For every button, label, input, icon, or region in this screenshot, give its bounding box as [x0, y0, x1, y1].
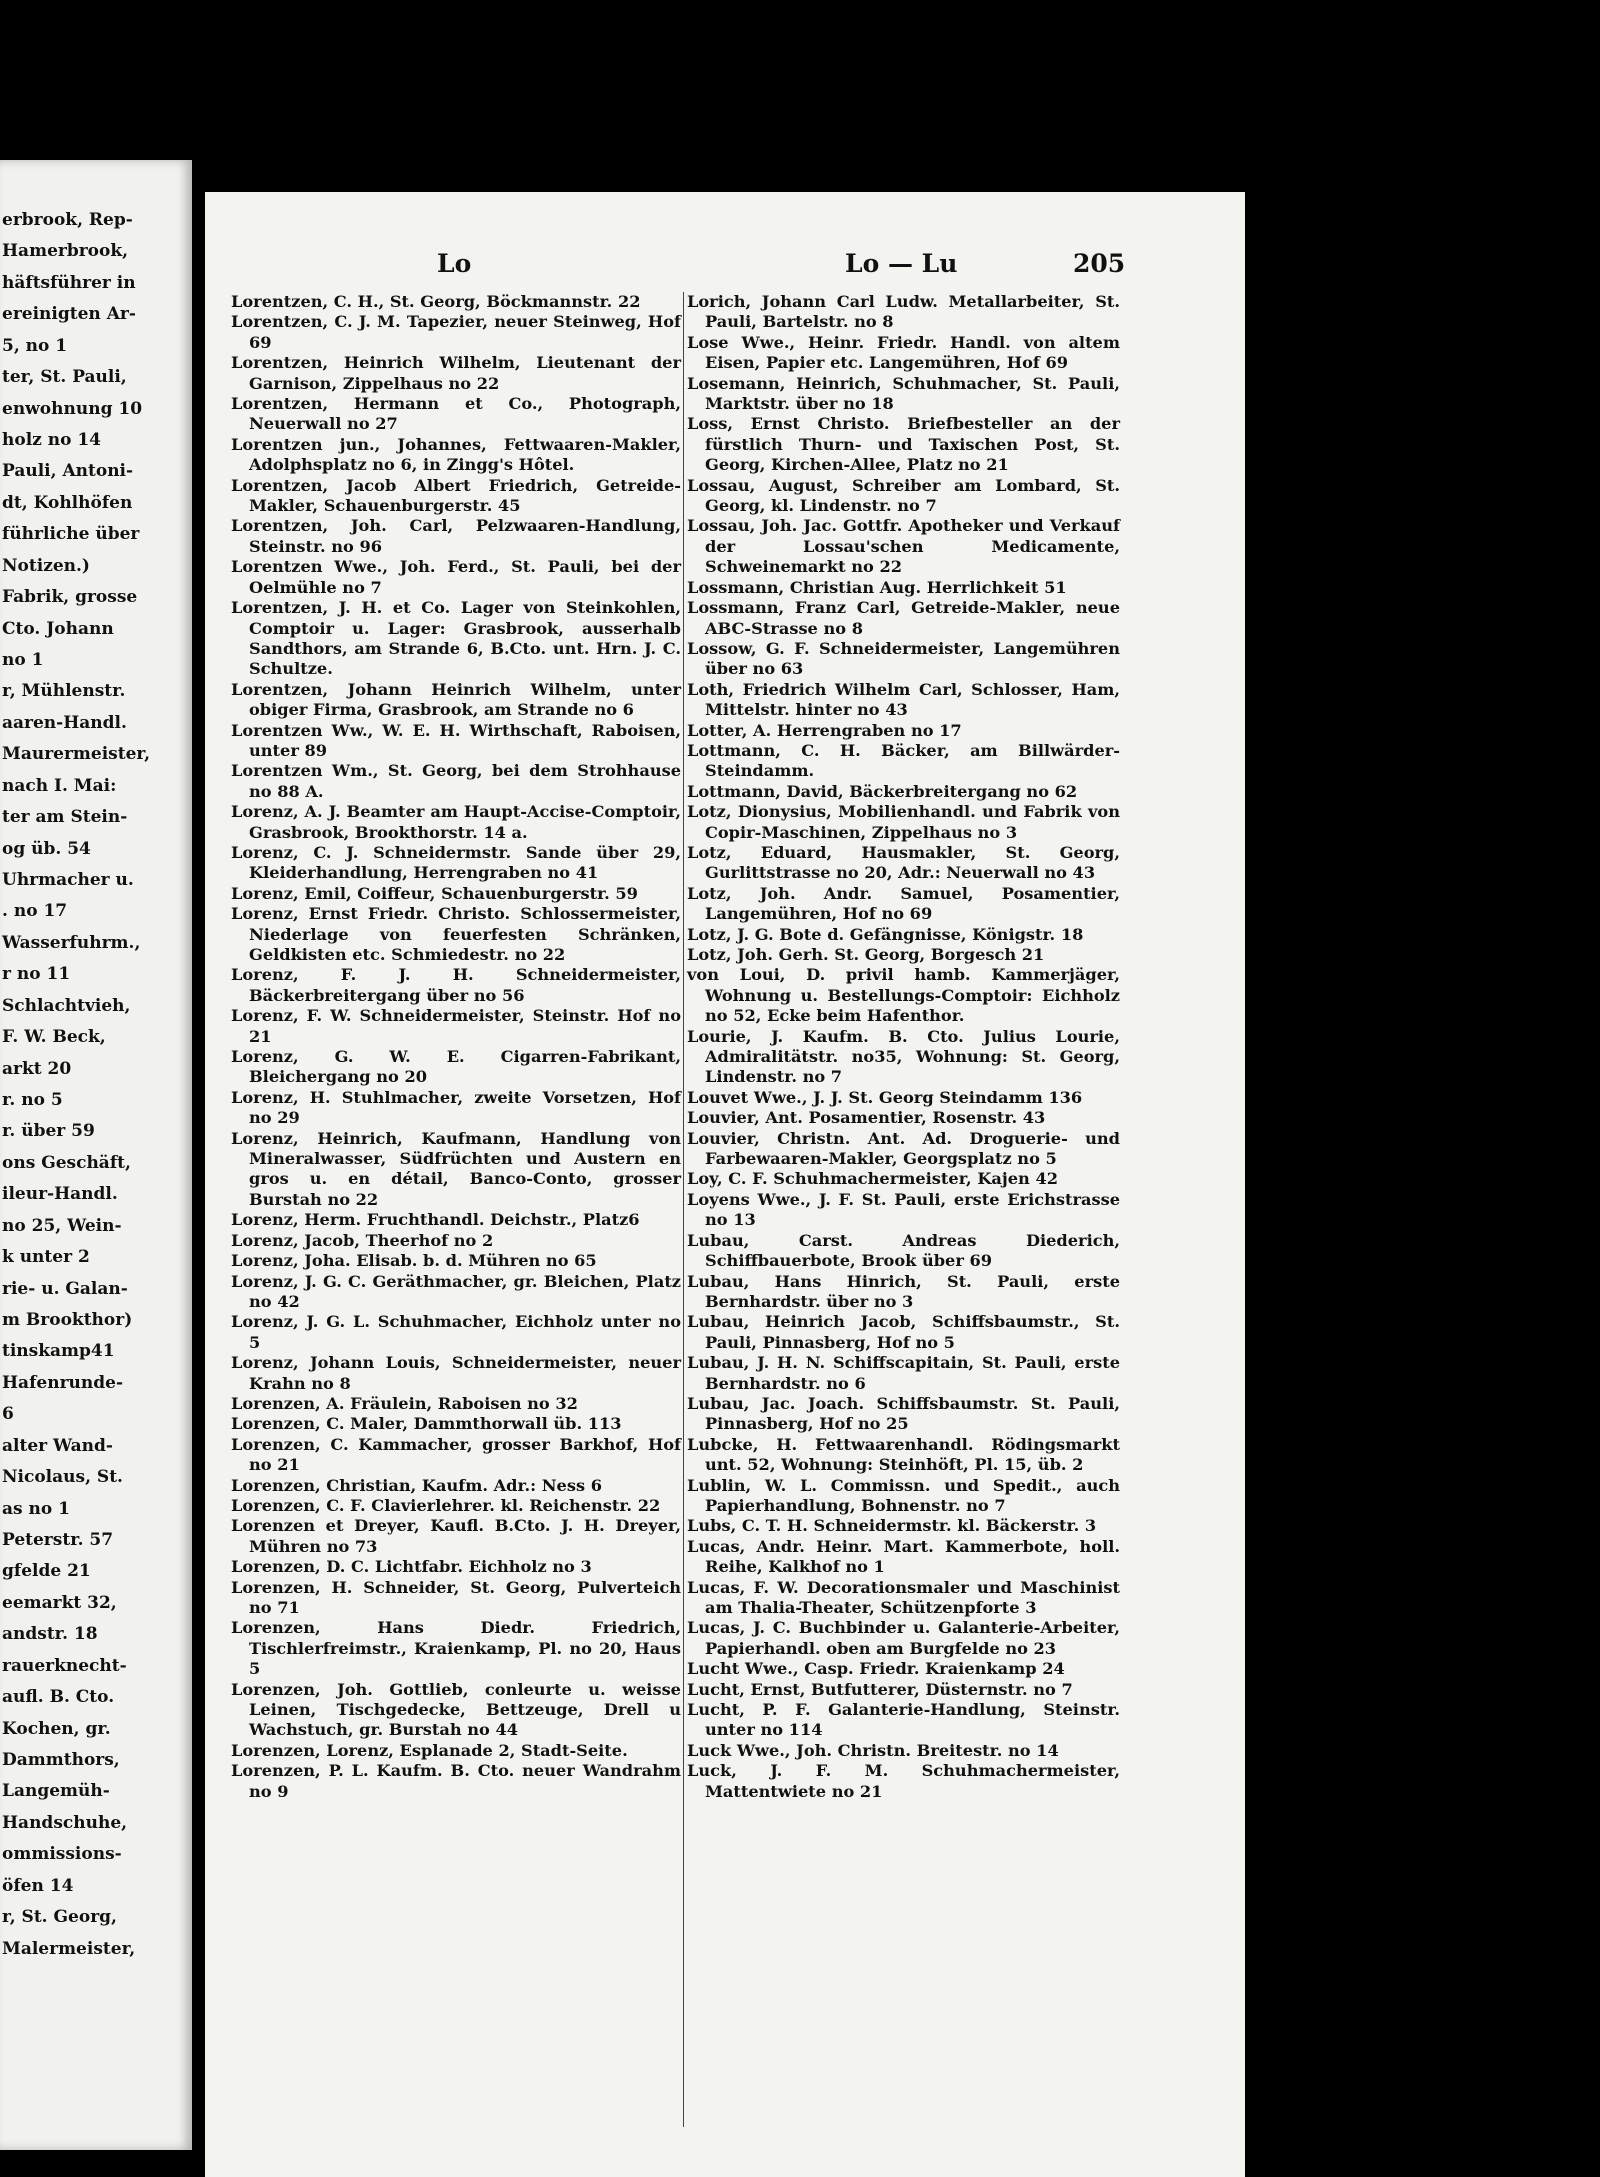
- fragment-line: no 25, Wein-: [2, 1215, 122, 1236]
- directory-entry: Lucht, Ernst, Butfutterer, Düsternstr. no 7: [687, 1679, 1073, 1699]
- fragment-line: nach I. Mai:: [2, 775, 117, 796]
- directory-entry: Lorentzen, Joh. Carl, Pelzwaaren-Handlung, Steinstr. no 96: [231, 516, 681, 556]
- page-number: 205: [1073, 249, 1126, 278]
- fragment-line: Uhrmacher u.: [2, 870, 134, 890]
- fragment-line: Malermeister,: [2, 1938, 136, 1959]
- fragment-line: ter, St. Pauli,: [2, 367, 127, 388]
- directory-entry: Lucht, P. F. Galanterie-Handlung, Steinstr. unter no 114: [687, 1700, 1120, 1740]
- fragment-line: häftsführer in: [2, 272, 136, 293]
- directory-entry: Lorentzen, Hermann et Co., Photograph, Neuerwall no 27: [231, 394, 681, 434]
- directory-entry: Lubau, Hans Hinrich, St. Pauli, erste Bernhardstr. über no 3: [687, 1271, 1120, 1311]
- directory-entry: Lorenz, C. J. Schneidermstr. Sande über 29, Kleiderhandlung, Herrengraben no 41: [231, 842, 681, 883]
- directory-entry: Lorenzen, Christian, Kaufm. Adr.: Ness 6: [231, 1475, 602, 1495]
- directory-entry: Lucas, Andr. Heinr. Mart. Kammerbote, holl. Reihe, Kalkhof no 1: [687, 1536, 1120, 1577]
- fragment-line: r, Mühlenstr.: [2, 681, 126, 702]
- directory-entry: Louvet Wwe., J. J. St. Georg Steindamm 136: [687, 1087, 1083, 1107]
- fragment-line: Handschuhe,: [2, 1812, 128, 1833]
- fragment-line: ereinigten Ar-: [2, 304, 136, 325]
- running-head-range: Lo — Lu: [845, 249, 958, 278]
- fragment-line: Hafenrunde-: [2, 1372, 124, 1393]
- directory-page: [205, 192, 1245, 2177]
- fragment-line: Langemüh-: [2, 1781, 110, 1802]
- directory-entry: Lorenzen, Joh. Gottlieb, conleurte u. weisse Leinen, Tischgedecke, Bettzeuge, Drell u Wachstuch, gr. Burstah no 44: [231, 1679, 681, 1740]
- fragment-line: r, St. Georg,: [2, 1907, 117, 1928]
- directory-entry: Lorenz, F. W. Schneidermeister, Steinstr. Hof no 21: [231, 1006, 681, 1046]
- directory-entry: Lorenz, Jacob, Theerhof no 2: [231, 1230, 494, 1250]
- directory-entry: Lubau, Heinrich Jacob, Schiffsbaumstr., St. Pauli, Pinnasberg, Hof no 5: [687, 1312, 1120, 1352]
- directory-entry: Lossmann, Christian Aug. Herrlichkeit 51: [687, 577, 1067, 597]
- fragment-line: andstr. 18: [2, 1624, 98, 1645]
- directory-entry: Lotz, Joh. Gerh. St. Georg, Borgesch 21: [687, 945, 1045, 964]
- directory-entry: Lottmann, David, Bäckerbreitergang no 62: [687, 781, 1078, 801]
- directory-entry: von Loui, D. privil hamb. Kammerjäger, Wohnung u. Bestellungs-Comptoir: Eichholz no 52, Ecke beim Hafenthor.: [687, 965, 1120, 1026]
- directory-entry: Lorenz, J. G. L. Schuhmacher, Eichholz unter no 5: [231, 1312, 681, 1352]
- directory-entry: Lorenzen et Dreyer, Kaufl. B.Cto. J. H. Dreyer, Mühren no 73: [231, 1516, 681, 1556]
- fragment-line: rie- u. Galan-: [2, 1278, 128, 1299]
- directory-entry: Loss, Ernst Christo. Briefbesteller an der fürstlich Thurn- und Taxischen Post, St. Georg, Kirchen-Allee, Platz no 21: [687, 414, 1120, 475]
- fragment-line: as no 1: [2, 1498, 70, 1519]
- fragment-line: ommissions-: [2, 1844, 122, 1865]
- directory-entry: Lorenzen, A. Fräulein, Raboisen no 32: [231, 1393, 578, 1413]
- column-rule: [683, 292, 684, 2127]
- directory-entry: Lorenzen, C. F. Clavierlehrer. kl. Reichenstr. 22: [231, 1495, 661, 1515]
- directory-entry: Lorenz, F. J. H. Schneidermeister, Bäckerbreitergang über no 56: [231, 965, 681, 1005]
- directory-entry: Lorenzen, D. C. Lichtfabr. Eichholz no 3: [231, 1557, 592, 1577]
- fragment-line: Schlachtvieh,: [2, 995, 131, 1016]
- fragment-line: holz no 14: [2, 430, 102, 450]
- directory-entry: Losemann, Heinrich, Schuhmacher, St. Pauli, Marktstr. über no 18: [687, 373, 1120, 414]
- directory-entry: Lorentzen Wwe., Joh. Ferd., St. Pauli, bei der Oelmühle no 7: [231, 557, 681, 597]
- fragment-line: dt, Kohlhöfen: [2, 492, 133, 513]
- directory-entry: Louvier, Christn. Ant. Ad. Droguerie- und Farbewaaren-Makler, Georgsplatz no 5: [687, 1128, 1120, 1169]
- directory-entry: Lotz, J. G. Bote d. Gefängnisse, Königstr. 18: [687, 924, 1084, 944]
- directory-entry: Lorenz, Herm. Fruchthandl. Deichstr., Platz6: [231, 1210, 640, 1230]
- left-column: [231, 292, 681, 1802]
- directory-entry: Lucht Wwe., Casp. Friedr. Kraienkamp 24: [687, 1659, 1065, 1679]
- fragment-line: Maurermeister,: [2, 744, 151, 765]
- running-head-left: Lo: [437, 249, 472, 278]
- directory-entry: Lotz, Eduard, Hausmakler, St. Georg, Gurlittstrasse no 20, Adr.: Neuerwall no 43: [687, 842, 1120, 883]
- fragment-line: r no 11: [2, 964, 71, 985]
- directory-entry: Lotz, Joh. Andr. Samuel, Posamentier, Langemühren, Hof no 69: [687, 883, 1120, 924]
- directory-entry: Lorenz, Ernst Friedr. Christo. Schlossermeister, Niederlage von feuerfesten Schränken, Geldkisten etc. Schmiedestr. no 22: [231, 904, 681, 964]
- directory-entry: Lossau, August, Schreiber am Lombard, St. Georg, kl. Lindenstr. no 7: [687, 475, 1120, 516]
- fragment-line: alter Wand-: [2, 1435, 113, 1456]
- fragment-line: F. W. Beck,: [2, 1027, 106, 1048]
- fragment-line: 5, no 1: [2, 335, 68, 356]
- directory-entry: Loth, Friedrich Wilhelm Carl, Schlosser, Ham, Mittelstr. hinter no 43: [687, 679, 1120, 720]
- directory-entry: Lotter, A. Herrengraben no 17: [687, 720, 962, 740]
- directory-entry: Lubcke, H. Fettwaarenhandl. Rödingsmarkt unt. 52, Wohnung: Steinhöft, Pl. 15, üb. 2: [687, 1434, 1120, 1475]
- fragment-line: Nicolaus, St.: [2, 1467, 123, 1488]
- directory-entry: Lossmann, Franz Carl, Getreide-Makler, neue ABC-Strasse no 8: [687, 598, 1120, 638]
- directory-entry: Lorenzen, C. Kammacher, grosser Barkhof, Hof no 21: [231, 1434, 681, 1475]
- fragment-line: ter am Stein-: [2, 807, 128, 828]
- fragment-line: gfelde 21: [2, 1561, 91, 1582]
- fragment-line: erbrook, Rep-: [2, 210, 133, 230]
- directory-entry: Lorenzen, Hans Diedr. Friedrich, Tischlerfreimstr., Kraienkamp, Pl. no 20, Haus 5: [231, 1618, 681, 1679]
- fragment-line: Notizen.): [2, 555, 90, 576]
- fragment-line: ileur-Handl.: [2, 1184, 118, 1205]
- directory-entry: Lourie, J. Kaufm. B. Cto. Julius Lourie, Admiralitätstr. no35, Wohnung: St. Georg, Lindenstr. no 7: [687, 1026, 1120, 1087]
- fragment-line: arkt 20: [2, 1058, 72, 1079]
- directory-entry: Loyens Wwe., J. F. St. Pauli, erste Erichstrasse no 13: [687, 1189, 1120, 1230]
- directory-entry: Lorentzen, Heinrich Wilhelm, Lieutenant der Garnison, Zippelhaus no 22: [231, 353, 681, 393]
- directory-entry: Lorenz, Heinrich, Kaufmann, Handlung von Mineralwasser, Südfrüchten und Austern en gros u. en détail, Banco-Conto, grosser Burstah no 22: [231, 1128, 681, 1209]
- fragment-line: rauerknecht-: [2, 1655, 127, 1676]
- fragment-line: öfen 14: [2, 1875, 74, 1896]
- directory-entry: Lossau, Joh. Jac. Gottfr. Apotheker und Verkauf der Lossau'schen Medicamente, Schweinemarkt no 22: [687, 516, 1120, 577]
- fragment-line: Kochen, gr.: [2, 1718, 111, 1739]
- fragment-line: no 1: [2, 650, 44, 670]
- directory-entry: Lorenz, Emil, Coiffeur, Schauenburgerstr. 59: [231, 883, 638, 903]
- directory-entry: Luck Wwe., Joh. Christn. Breitestr. no 14: [687, 1740, 1059, 1760]
- directory-entry: Lotz, Dionysius, Mobilienhandl. und Fabrik von Copir-Maschinen, Zippelhaus no 3: [687, 802, 1120, 842]
- directory-entry: Lorentzen, J. H. et Co. Lager von Steinkohlen, Comptoir u. Lager: Grasbrook, ausserhalb Sandthors, am Strande 6, B.Cto. unt. Hrn. J. C. Schultze.: [231, 598, 681, 679]
- fragment-line: Hamerbrook,: [2, 241, 129, 262]
- facing-page-fragment: [0, 160, 192, 2150]
- directory-entry: Lorentzen jun., Johannes, Fettwaaren-Makler, Adolphsplatz no 6, in Zingg's Hôtel.: [231, 434, 681, 475]
- directory-entry: Lottmann, C. H. Bäcker, am Billwärder-Steindamm.: [687, 740, 1120, 781]
- fragment-line: Pauli, Antoni-: [2, 461, 134, 482]
- fragment-line: r. no 5: [2, 1090, 63, 1110]
- directory-entry: Luck, J. F. M. Schuhmachermeister, Mattentwiete no 21: [687, 1761, 1120, 1801]
- directory-entry: Lossow, G. F. Schneidermeister, Langemühren über no 63: [687, 638, 1120, 679]
- directory-entry: Loy, C. F. Schuhmachermeister, Kajen 42: [687, 1169, 1058, 1189]
- fragment-line: Peterstr. 57: [2, 1530, 114, 1550]
- directory-entry: Lorenz, G. W. E. Cigarren-Fabrikant, Bleichergang no 20: [231, 1047, 681, 1087]
- fragment-line: r. über 59: [2, 1121, 95, 1142]
- directory-entry: Lubs, C. T. H. Schneidermstr. kl. Bäckerstr. 3: [687, 1516, 1097, 1536]
- directory-entry: Lorentzen, Jacob Albert Friedrich, Getreide-Makler, Schauenburgerstr. 45: [231, 475, 681, 516]
- directory-entry: Lucas, J. C. Buchbinder u. Galanterie-Arbeiter, Papierhandl. oben am Burgfelde no 23: [687, 1618, 1120, 1658]
- fragment-line: m Brookthor): [2, 1310, 133, 1330]
- fragment-line: eemarkt 32,: [2, 1592, 117, 1613]
- directory-entry: Lorentzen Wm., St. Georg, bei dem Strohhause no 88 A.: [231, 761, 681, 801]
- directory-entry: Lorentzen, Johann Heinrich Wilhelm, unter obiger Firma, Grasbrook, am Strande no 6: [231, 679, 681, 720]
- directory-entry: Lorenz, H. Stuhlmacher, zweite Vorsetzen, Hof no 29: [231, 1087, 681, 1128]
- fragment-line: ons Geschäft,: [2, 1152, 131, 1173]
- fragment-line: 6: [2, 1404, 14, 1425]
- directory-entry: Lorenz, A. J. Beamter am Haupt-Accise-Comptoir, Grasbrook, Brookthorstr. 14 a.: [231, 802, 681, 842]
- fragment-line: Fabrik, grosse: [2, 587, 138, 608]
- directory-entry: Lorenzen, P. L. Kaufm. B. Cto. neuer Wandrahm no 9: [231, 1761, 681, 1801]
- fragment-line: Cto. Johann: [2, 618, 114, 639]
- directory-entry: Lubau, J. H. N. Schiffscapitain, St. Pauli, erste Bernhardstr. no 6: [687, 1353, 1120, 1393]
- directory-entry: Lucas, F. W. Decorationsmaler und Maschinist am Thalia-Theater, Schützenpforte 3: [687, 1577, 1120, 1617]
- directory-entry: Lubau, Jac. Joach. Schiffsbaumstr. St. Pauli, Pinnasberg, Hof no 25: [687, 1393, 1120, 1434]
- directory-entry: Lorenz, Joha. Elisab. b. d. Mühren no 65: [231, 1251, 597, 1271]
- fragment-line: enwohnung 10: [2, 398, 143, 419]
- directory-entry: Lorentzen, C. J. M. Tapezier, neuer Steinweg, Hof 69: [231, 312, 681, 352]
- fragment-line: aaren-Handl.: [2, 712, 127, 733]
- directory-entry: Lose Wwe., Heinr. Friedr. Handl. von altem Eisen, Papier etc. Langemühren, Hof 69: [687, 332, 1120, 373]
- fragment-line: Dammthors,: [2, 1750, 120, 1770]
- directory-entry: Louvier, Ant. Posamentier, Rosenstr. 43: [687, 1108, 1046, 1128]
- fragment-line: tinskamp41: [2, 1341, 115, 1362]
- fragment-line: . no 17: [2, 901, 68, 922]
- directory-entry: Lorenzen, H. Schneider, St. Georg, Pulverteich no 71: [231, 1577, 681, 1617]
- directory-entry: Lublin, W. L. Commissn. und Spedit., auch Papierhandlung, Bohnenstr. no 7: [687, 1475, 1120, 1515]
- directory-entry: Lubau, Carst. Andreas Diederich, Schiffbauerbote, Brook über 69: [687, 1230, 1120, 1271]
- fragment-line: k unter 2: [2, 1247, 90, 1268]
- fragment-line: aufl. B. Cto.: [2, 1687, 115, 1708]
- directory-entry: Lorenzen, C. Maler, Dammthorwall üb. 113: [231, 1414, 622, 1434]
- directory-entry: Lorenz, J. G. C. Geräthmacher, gr. Bleichen, Platz no 42: [231, 1271, 681, 1311]
- right-column: [687, 292, 1120, 1802]
- fragment-line: führliche über: [2, 524, 140, 545]
- directory-entry: Lorenz, Johann Louis, Schneidermeister, neuer Krahn no 8: [231, 1353, 681, 1393]
- directory-entry: Lorenzen, Lorenz, Esplanade 2, Stadt-Seite.: [231, 1740, 628, 1760]
- directory-entry: Lorich, Johann Carl Ludw. Metallarbeiter, St. Pauli, Bartelstr. no 8: [687, 292, 1120, 332]
- fragment-line: Wasserfuhrm.,: [2, 932, 141, 953]
- fragment-line: og üb. 54: [2, 838, 91, 859]
- directory-entry: Lorentzen, C. H., St. Georg, Böckmannstr. 22: [231, 292, 641, 311]
- directory-entry: Lorentzen Ww., W. E. H. Wirthschaft, Raboisen, unter 89: [231, 720, 681, 760]
